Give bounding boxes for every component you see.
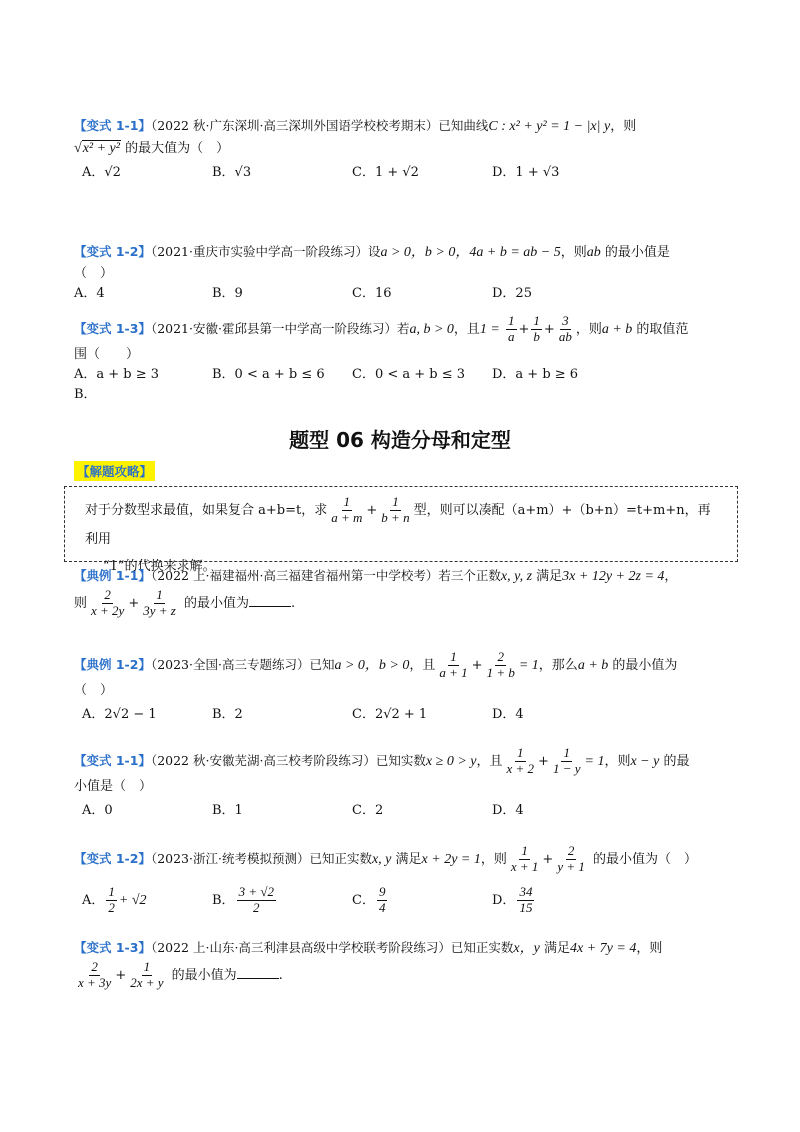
question-tag: 【变式 1-3】 — [74, 320, 151, 336]
option-b[interactable]: B．√3 — [212, 165, 252, 181]
option-d[interactable]: D．25 — [492, 285, 532, 301]
fraction: $\frac{2}{x + 2y}$ — [91, 586, 125, 618]
answer-options — [74, 365, 734, 385]
option-c[interactable]: C．0 < a + b ≤ 3 — [352, 367, 466, 383]
option-c[interactable]: C．2 — [352, 803, 384, 819]
answer-blank[interactable] — [249, 594, 291, 607]
question-tag: 【典例 1-2】 — [74, 656, 151, 672]
question-source: （2022 上·山东·高三利津县高级中学校联考阶段练习）已知正实数 — [150, 940, 514, 955]
answer-paren: （ ） — [74, 682, 114, 698]
fraction: $\frac{1}{x + 2}$ — [506, 745, 535, 776]
question-source: （2022 秋·安徽芜湖·高三校考阶段练习）已知实数 — [150, 752, 426, 768]
section-heading: 题型 06 构造分母和定型 — [289, 428, 511, 452]
fraction: $\frac{2}{y + 1}$ — [557, 843, 585, 874]
option-b[interactable]: B．1 — [212, 803, 243, 819]
question-tag: 【变式 1-3】 — [74, 940, 151, 955]
question-variant-1-2-a: 【变式 1-2】（2021·重庆市实验中学高一阶段练习）设a > 0，b > 0，4a + b = ab − 5，则ab 的最小值是 （ ） A．4 B．9 C．16 D．25 — [74, 242, 734, 308]
option-a[interactable]: A．0 — [82, 803, 113, 819]
option-d[interactable]: D． $\frac{34}{15}$ — [492, 883, 533, 915]
condition: a > 0，b > 0，4a + b = ab − 5 — [380, 245, 561, 260]
fraction: $\frac{1}{b + n}$ — [381, 494, 410, 525]
fraction: $\frac{1}{a}$ — [508, 313, 515, 344]
fraction: $\frac{3}{ab}$ — [558, 313, 572, 344]
question-source: （2021·安徽·霍邱县第一中学高一阶段练习）若 — [150, 320, 410, 336]
option-c[interactable]: C．2√2 + 1 — [352, 707, 428, 723]
question-source: （2022 上·福建福州·高三福建省福州第一中学校考）若三个正数 — [150, 568, 501, 583]
answer-options — [74, 705, 734, 729]
option-b[interactable]: B． $\frac{3 + √2}{2}$ — [212, 883, 274, 915]
option-b[interactable]: B．0 < a + b ≤ 6 — [212, 367, 325, 383]
option-a[interactable]: A．√2 — [82, 165, 121, 181]
fraction: $\frac{1}{3y + z}$ — [143, 586, 176, 618]
fraction: $\frac{1}{b}$ — [533, 313, 540, 344]
option-d[interactable]: D．4 — [492, 803, 524, 819]
option-b[interactable]: B．2 — [212, 707, 243, 723]
fraction: $\frac{2}{x + 3y}$ — [78, 958, 112, 990]
question-tag: 【变式 1-1】 — [74, 752, 151, 768]
question-variant-1-1-a: 【变式 1-1】（2022 秋·广东深圳·高三深圳外国语学校校考期末）已知曲线C : x² + y² = 1 − |x| y，则 √x² + y² 的最大值为（ ） A．√2 B．√3 C．1 + √2 D．1 + √3 — [74, 116, 734, 187]
question-tag: 【变式 1-2】 — [74, 244, 151, 259]
option-d[interactable]: D．1 + √3 — [492, 165, 560, 181]
example-1-2: 【典例 1-2】（2023·全国·高三专题练习）已知a > 0，b > 0，且 $\frac{1}{a + 1}$ + $\frac{2}{1 + b}$ = 1，那么a + b 的最小值为 （ ） A．2√2 − 1 B．2 C．2√2 + 1 D．4 — [74, 650, 734, 729]
answer-blank[interactable] — [237, 966, 279, 979]
answer-options — [74, 284, 734, 308]
answer-paren: （ ） — [74, 265, 114, 281]
answer-options — [74, 801, 734, 825]
answer-options — [74, 163, 734, 187]
answer-options — [74, 879, 734, 921]
fraction: $\frac{1}{2x + y}$ — [130, 958, 164, 990]
question-source: （2021·重庆市实验中学高一阶段练习）设 — [150, 244, 381, 259]
tip-box — [64, 486, 738, 575]
option-a[interactable]: A．4 — [74, 285, 105, 301]
fraction: $\frac{1}{a + 1}$ — [439, 649, 468, 680]
option-d[interactable]: D．4 — [492, 707, 524, 723]
question-variant-1-3-b: 【变式 1-3】（2022 上·山东·高三利津县高级中学校联考阶段练习）已知正实数x，y 满足4x + 7y = 4，则 $\frac{2}{x + 3y}$ + $\frac{1}{2x + y}$ 的最小值为 . — [74, 940, 663, 990]
question-source: （2023·全国·高三专题练习）已知 — [150, 656, 335, 672]
option-c[interactable]: C． $\frac{9}{4}$ — [352, 883, 386, 915]
option-b[interactable]: B．9 — [212, 285, 243, 301]
question-tag: 【典例 1-1】 — [74, 568, 151, 583]
question-source: （2023·浙江·统考模拟预测）已知正实数 — [150, 850, 372, 866]
question-variant-1-3-a: 【变式 1-3】（2021·安徽·霍邱县第一中学高一阶段练习）若a, b > 0，且1 = $\frac{1}{a}$ + $\frac{1}{b}$ + $\frac{3}{ab}$ ，则a + b 的取值范 围（ ） A．a + b ≥ 3 B．0 < a + b ≤ 6 C．0 < a + b ≤ 3 D．a + b ≥ 6 B． — [74, 314, 734, 405]
option-c[interactable]: C．1 + √2 — [352, 165, 419, 181]
question-variant-1-1-b: 【变式 1-1】（2022 秋·安徽芜湖·高三校考阶段练习）已知实数x ≥ 0 > y，且 $\frac{1}{x + 2}$ + $\frac{1}{1 - y}$ = 1，则x − y 的最 小值是（ ） A．0 B．1 C．2 D．4 — [74, 746, 734, 825]
question-source: （2022 秋·广东深圳·高三深圳外国语学校校考期末）已知曲线 — [150, 118, 489, 133]
option-d[interactable]: D．a + b ≥ 6 — [492, 367, 579, 383]
question-variant-1-2-b: 【变式 1-2】（2023·浙江·统考模拟预测）已知正实数x, y 满足x + 2y = 1，则 $\frac{1}{x + 1}$ + $\frac{2}{y + 1}$ 的最小值为（ ） A． $\frac{1}{2}$ + √2 B． $\frac{3 + √2}{2}$ C． $\frac{9}{4}$ D． $\frac{34}{15}$ — [74, 844, 734, 921]
curve-equation: C : x² + y² = 1 − |x| y — [488, 119, 611, 134]
fraction: $\frac{1}{1 - y}$ — [552, 745, 581, 776]
stray-option-label: B． — [74, 387, 97, 403]
question-tag: 【变式 1-1】 — [74, 118, 151, 133]
option-a[interactable]: A．a + b ≥ 3 — [74, 367, 160, 383]
tip-badge: 【解题攻略】 — [74, 461, 155, 481]
tip-text: 对于分数型求最值，如果复合 a+b=t，求 $\frac{1}{a + m}$ + $\frac{1}{b + n}$ 型，则可以凑配（a+m）+（b+n）=t+m+n，再利用 “1”的代换来求解。 — [85, 494, 711, 575]
sqrt-symbol: √ — [74, 140, 82, 156]
sqrt-expression: x² + y² — [82, 140, 120, 156]
question-tag: 【变式 1-2】 — [74, 850, 151, 866]
fraction: $\frac{1}{a + m}$ — [331, 494, 363, 525]
fraction: $\frac{1}{x + 1}$ — [510, 843, 539, 874]
fraction: $\frac{2}{1 + b}$ — [486, 649, 515, 680]
option-a[interactable]: A． $\frac{1}{2}$ + √2 — [82, 883, 147, 915]
example-1-1: 【典例 1-1】（2022 上·福建福州·高三福建省福州第一中学校考）若三个正数x, y, z 满足3x + 12y + 2z = 4， 则 $\frac{2}{x + 2y}$ + $\frac{1}{3y + z}$ 的最小值为 . — [74, 568, 678, 618]
option-a[interactable]: A．2√2 − 1 — [82, 707, 157, 723]
option-c[interactable]: C．16 — [352, 285, 392, 301]
